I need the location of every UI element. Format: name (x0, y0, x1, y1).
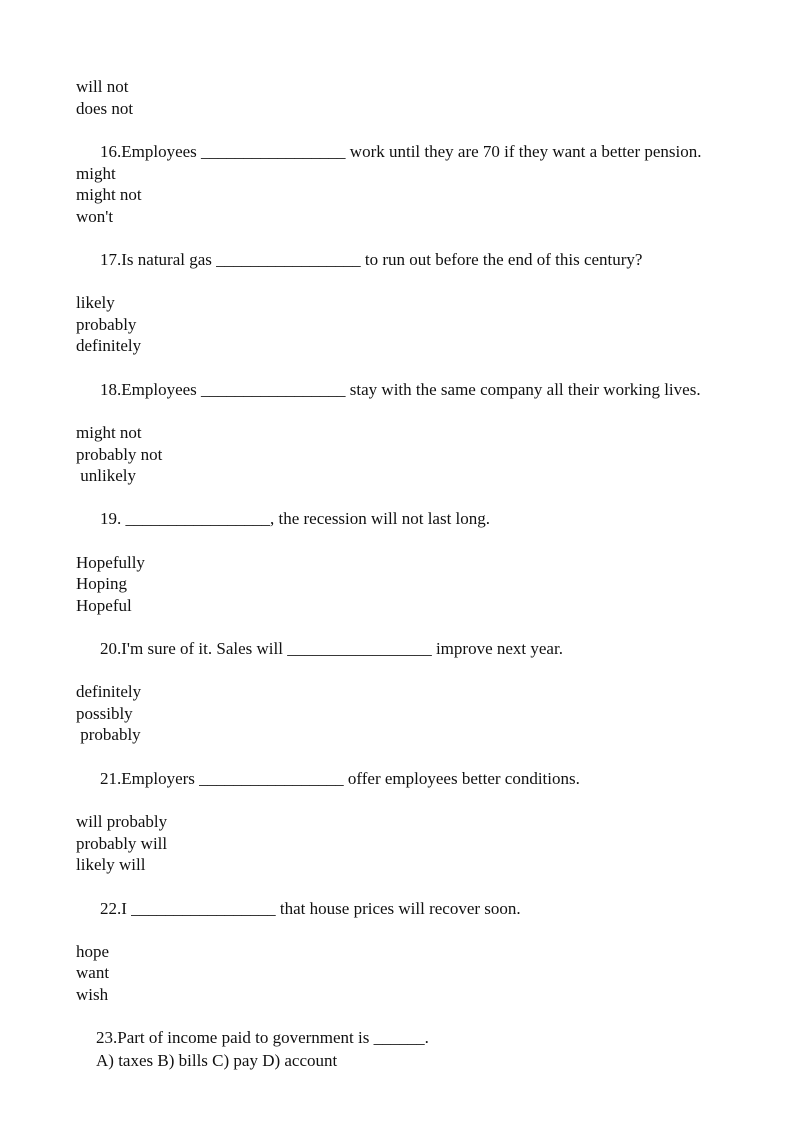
question-19: 19. _________________, the recession will not last long. (100, 509, 491, 528)
option-text: might not (76, 185, 142, 204)
question-23-options: A) taxes B) bills C) pay D) account (96, 1051, 338, 1070)
option-text: probably (76, 315, 137, 334)
option-text: hope (76, 942, 110, 961)
question-17: 17.Is natural gas _________________ to run out before the end of this century? (100, 250, 643, 269)
option-text: Hopeful (76, 596, 132, 615)
option-text: likely (76, 293, 115, 312)
option-text: might not (76, 423, 142, 442)
question-20: 20.I'm sure of it. Sales will _________________ improve next year. (100, 639, 563, 658)
option-text: will not (76, 77, 129, 96)
option-text: will probably (76, 812, 168, 831)
question-23: 23.Part of income paid to government is ______. (96, 1028, 429, 1047)
option-text: won't (76, 207, 114, 226)
option-text: probably not (76, 445, 163, 464)
option-text: definitely (76, 682, 142, 701)
option-text: does not (76, 99, 134, 118)
option-text: unlikely (76, 466, 136, 485)
option-text: want (76, 963, 110, 982)
option-text: possibly (76, 704, 133, 723)
option-text: probably (76, 725, 141, 744)
question-22: 22.I _________________ that house prices will recover soon. (100, 899, 521, 918)
option-text: definitely (76, 336, 142, 355)
option-text: probably will (76, 834, 168, 853)
option-text: Hoping (76, 574, 127, 593)
option-text: likely will (76, 855, 146, 874)
option-text: Hopefully (76, 553, 145, 572)
option-text: wish (76, 985, 109, 1004)
question-16: 16.Employees _________________ work until they are 70 if they want a better pension. (100, 142, 702, 161)
question-18: 18.Employees _________________ stay with the same company all their working lives. (100, 380, 701, 399)
question-21: 21.Employers _________________ offer employees better conditions. (100, 769, 580, 788)
option-text: might (76, 164, 116, 183)
